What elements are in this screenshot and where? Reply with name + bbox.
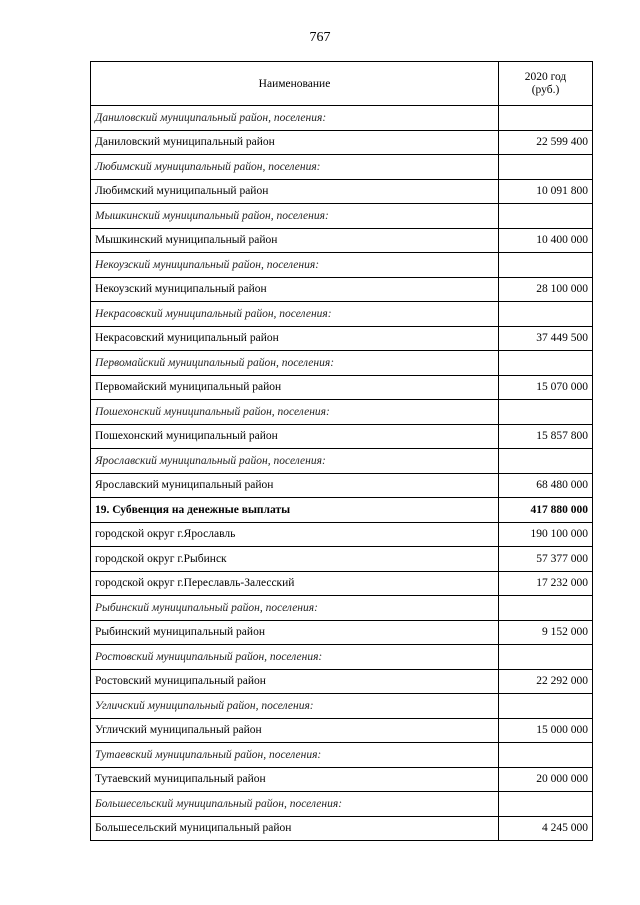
table-group-row	[91, 400, 593, 425]
cell-value: 10 091 800	[499, 179, 593, 204]
cell-value: 17 232 000	[499, 571, 593, 596]
table-section-row	[91, 498, 593, 523]
cell-name: Мышкинский муниципальный район	[91, 228, 499, 253]
cell-value: 15 070 000	[499, 375, 593, 400]
table-group-row	[91, 792, 593, 817]
table-group-row	[91, 596, 593, 621]
table-row	[91, 130, 593, 155]
cell-value: 9 152 000	[499, 620, 593, 645]
cell-value: 10 400 000	[499, 228, 593, 253]
table-row	[91, 669, 593, 694]
cell-name: Ростовский муниципальный район, поселения:	[91, 645, 499, 670]
table-group-row	[91, 743, 593, 768]
cell-name: Большесельский муниципальный район	[91, 816, 499, 841]
table-row	[91, 277, 593, 302]
table-row	[91, 522, 593, 547]
table-row	[91, 571, 593, 596]
table-body	[91, 106, 593, 841]
cell-name: Любимский муниципальный район, поселения:	[91, 155, 499, 180]
table-row	[91, 473, 593, 498]
table-group-row	[91, 694, 593, 719]
cell-value: 4 245 000	[499, 816, 593, 841]
cell-name: Тутаевский муниципальный район	[91, 767, 499, 792]
cell-value: 190 100 000	[499, 522, 593, 547]
cell-name: Первомайский муниципальный район, поселения:	[91, 351, 499, 376]
cell-value	[499, 351, 593, 376]
cell-name: Первомайский муниципальный район	[91, 375, 499, 400]
cell-value	[499, 204, 593, 229]
table-row	[91, 375, 593, 400]
table-row	[91, 547, 593, 572]
cell-value	[499, 743, 593, 768]
table-group-row	[91, 155, 593, 180]
header-name: Наименование	[91, 62, 499, 106]
table-group-row	[91, 645, 593, 670]
cell-name: Некоузский муниципальный район, поселения:	[91, 253, 499, 278]
table-row	[91, 718, 593, 743]
table-row	[91, 816, 593, 841]
table-group-row	[91, 253, 593, 278]
table-group-row	[91, 204, 593, 229]
cell-name: Даниловский муниципальный район	[91, 130, 499, 155]
table-header-row	[91, 62, 593, 106]
cell-name: Рыбинский муниципальный район	[91, 620, 499, 645]
table-group-row	[91, 302, 593, 327]
table-row	[91, 767, 593, 792]
cell-name: Даниловский муниципальный район, поселения:	[91, 106, 499, 131]
cell-value: 15 000 000	[499, 718, 593, 743]
table-row	[91, 179, 593, 204]
table-row	[91, 228, 593, 253]
cell-value	[499, 155, 593, 180]
header-value-year: 2020 год	[524, 70, 567, 83]
cell-name: Ростовский муниципальный район	[91, 669, 499, 694]
cell-name: Любимский муниципальный район	[91, 179, 499, 204]
table-group-row	[91, 449, 593, 474]
cell-value: 57 377 000	[499, 547, 593, 572]
budget-table	[90, 61, 593, 841]
cell-value	[499, 596, 593, 621]
cell-value: 22 599 400	[499, 130, 593, 155]
cell-name: Некрасовский муниципальный район, поселения:	[91, 302, 499, 327]
cell-value	[499, 694, 593, 719]
cell-name: 19. Субвенция на денежные выплаты	[91, 498, 499, 523]
cell-value: 20 000 000	[499, 767, 593, 792]
cell-value: 22 292 000	[499, 669, 593, 694]
cell-name: Ярославский муниципальный район, поселения:	[91, 449, 499, 474]
cell-value	[499, 302, 593, 327]
cell-name: Угличский муниципальный район, поселения:	[91, 694, 499, 719]
cell-value	[499, 253, 593, 278]
cell-name: Тутаевский муниципальный район, поселения:	[91, 743, 499, 768]
page-number: 767	[309, 30, 331, 45]
header-value-unit: (руб.)	[531, 83, 560, 96]
cell-value	[499, 106, 593, 131]
cell-value	[499, 400, 593, 425]
cell-name: Мышкинский муниципальный район, поселения:	[91, 204, 499, 229]
cell-value: 37 449 500	[499, 326, 593, 351]
cell-name: Ярославский муниципальный район	[91, 473, 499, 498]
table-group-row	[91, 106, 593, 131]
header-value	[499, 62, 593, 106]
cell-name: городской округ г.Рыбинск	[91, 547, 499, 572]
cell-name: городской округ г.Переславль-Залесский	[91, 571, 499, 596]
cell-name: Пошехонский муниципальный район, поселения:	[91, 400, 499, 425]
cell-value	[499, 792, 593, 817]
cell-name: Рыбинский муниципальный район, поселения:	[91, 596, 499, 621]
cell-name: Большесельский муниципальный район, поселения:	[91, 792, 499, 817]
cell-value: 68 480 000	[499, 473, 593, 498]
cell-name: Некоузский муниципальный район	[91, 277, 499, 302]
table-row	[91, 424, 593, 449]
table-row	[91, 326, 593, 351]
cell-value: 28 100 000	[499, 277, 593, 302]
cell-name: Некрасовский муниципальный район	[91, 326, 499, 351]
cell-name: Угличский муниципальный район	[91, 718, 499, 743]
cell-name: городской округ г.Ярославль	[91, 522, 499, 547]
cell-value: 15 857 800	[499, 424, 593, 449]
cell-value: 417 880 000	[499, 498, 593, 523]
table-group-row	[91, 351, 593, 376]
cell-name: Пошехонский муниципальный район	[91, 424, 499, 449]
cell-value	[499, 449, 593, 474]
cell-value	[499, 645, 593, 670]
table-row	[91, 620, 593, 645]
